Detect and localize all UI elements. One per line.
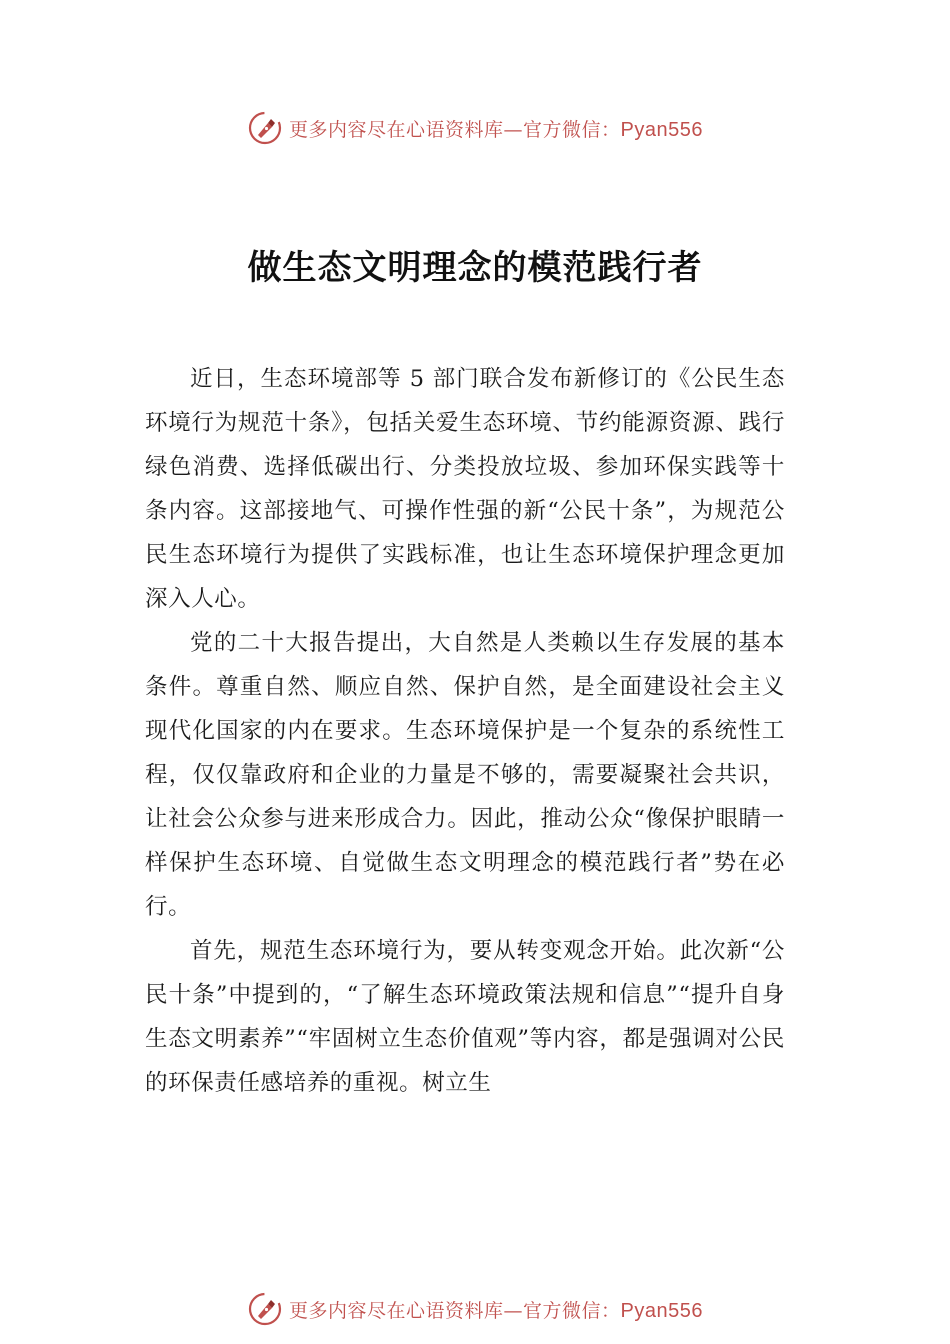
paragraph-1: 近日，生态环境部等 5 部门联合发布新修订的《公民生态环境行为规范十条》，包括关爱生态环境、节约能源资源、践行绿色消费、选择低碳出行、分类投放垃圾、参加环保实践等十条内容。这部接地气、可操作性强的新“公民十条”，为规范公民生态环境行为提供了实践标准，也让生态环境保护理念更加深入人心。 [145, 366, 785, 612]
watermark-account: Pyan556 [620, 1299, 703, 1322]
document-title: 做生态文明理念的模范践行者 [247, 248, 703, 288]
header-watermark [0, 108, 950, 148]
paragraph-3: 首先，规范生态环境行为，要从转变观念开始。此次新“公民十条”中提到的，“了解生态环境政策法规和信息”“提升自身生态文明素养”“牢固树立生态价值观”等内容，都是强调对公民的环保责任感培养的重视。树立生 [145, 938, 785, 1096]
pen-nib-logo-icon [247, 1291, 283, 1327]
footer-watermark [0, 1289, 950, 1329]
paragraph-2: 党的二十大报告提出，大自然是人类赖以生存发展的基本条件。尊重自然、顺应自然、保护自然，是全面建设社会主义现代化国家的内在要求。生态环境保护是一个复杂的系统性工程，仅仅靠政府和企业的力量是不够的，需要凝聚社会共识，让社会公众参与进来形成合力。因此，推动公众“像保护眼睛一样保护生态环境、自觉做生态文明理念的模范践行者”势在必行。 [145, 630, 785, 920]
watermark-text: 更多内容尽在心语资料库—官方微信： [289, 118, 621, 141]
document-body [145, 357, 785, 1105]
pen-nib-logo-icon [247, 110, 283, 146]
watermark-text: 更多内容尽在心语资料库—官方微信： [289, 1299, 621, 1322]
watermark-account: Pyan556 [620, 118, 703, 141]
